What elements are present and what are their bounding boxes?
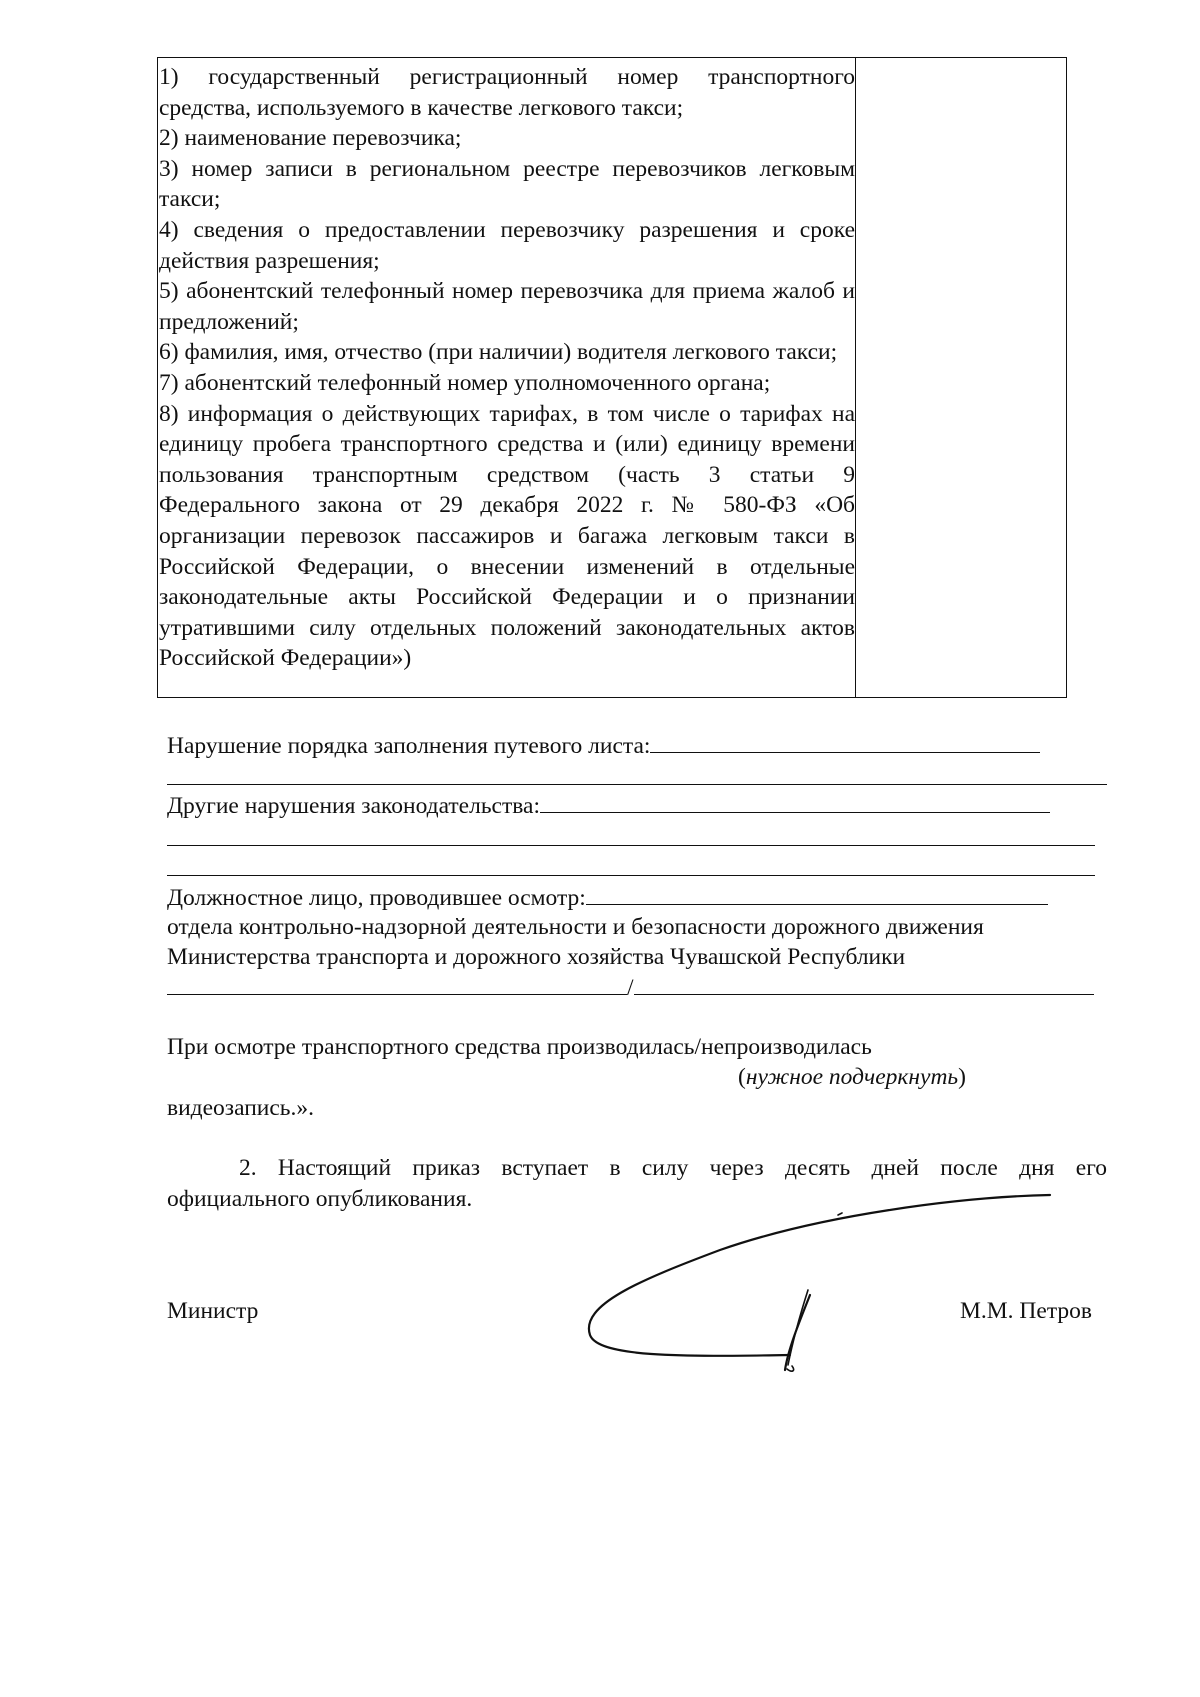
list-item: 2) наименование перевозчика; [159,125,462,152]
list-item: 1) государственный регистрационный номер транспортного средства, используемого в качестве легкового такси; [159,64,855,121]
video-hint-open: ( [738,1064,746,1090]
official-signature-field[interactable] [167,972,627,995]
list-item: 3) номер записи в региональном реестре перевозчиков легковым такси; [159,155,855,213]
clause-2-line-1 [167,1153,1107,1183]
official-field[interactable] [586,882,1048,905]
waybill-violation-line-2[interactable] [167,784,1107,785]
list-item: 5) абонентский телефонный номер перевозчика для приема жалоб и предложений; [159,278,855,335]
clause-2-line-2: официального опубликования. [167,1186,473,1212]
department-line-2: Министерства транспорта и дорожного хозяйства Чувашской Республики [167,944,906,970]
handwritten-signature [560,1185,1080,1375]
other-violations-label: Другие нарушения законодательства: [167,793,541,819]
other-violations-field[interactable] [540,790,1050,813]
department-line-1: отдела контрольно-надзорной деятельности и безопасности дорожного движения [167,914,984,940]
video-end: видеозапись.». [167,1095,315,1121]
list-item: 6) фамилия, имя, отчество (при наличии) водителя легкового такси; [159,339,838,366]
requirements-table [157,57,1067,698]
requirements-list-cell [158,58,856,697]
list-item: 8) информация о действующих тарифах, в том числе о тарифах на единицу пробега транспортного средства и (или) единицу времени пользования транспортным средством (часть 3 статьи 9 Федерального закона от 29 декабря 2022 г. № 580-ФЗ «Об организации перевозок пассажиров и багажа легковым такси в Российской Федерации, о внесении изменений в отдельные законодательные акты Российской Федерации и о признании утратившими силу отдельных положений законодательных актов Российской Федерации») [159,400,855,672]
other-violations-line-3[interactable] [167,875,1095,876]
signature-fields-row [167,972,1094,1003]
waybill-violation-row [167,730,1040,761]
video-line: При осмотре транспортного средства производилась/непроизводилась [167,1034,872,1060]
signatory-name: М.М. Петров [960,1298,1092,1324]
video-hint-text: нужное подчеркнуть [745,1064,959,1090]
official-row [167,882,1048,913]
waybill-violation-label: Нарушение порядка заполнения путевого листа: [167,733,651,759]
list-item: 7) абонентский телефонный номер уполномоченного органа; [159,369,771,396]
other-violations-row [167,790,1050,821]
mark-cell[interactable] [856,58,1066,697]
official-name-field[interactable] [634,972,1094,995]
waybill-violation-field[interactable] [650,730,1040,753]
video-hint-close: ) [958,1064,966,1090]
list-item: 4) сведения о предоставлении перевозчику разрешения и сроке действия разрешения; [159,216,855,274]
official-label: Должностное лицо, проводившее осмотр: [167,885,586,911]
signature-separator: / [627,975,634,1001]
video-hint [738,1062,966,1092]
clause-2-text: 2. Настоящий приказ вступает в силу через десять дней после дня его [239,1155,1107,1181]
signatory-position: Министр [167,1298,259,1324]
other-violations-line-2[interactable] [167,845,1095,846]
